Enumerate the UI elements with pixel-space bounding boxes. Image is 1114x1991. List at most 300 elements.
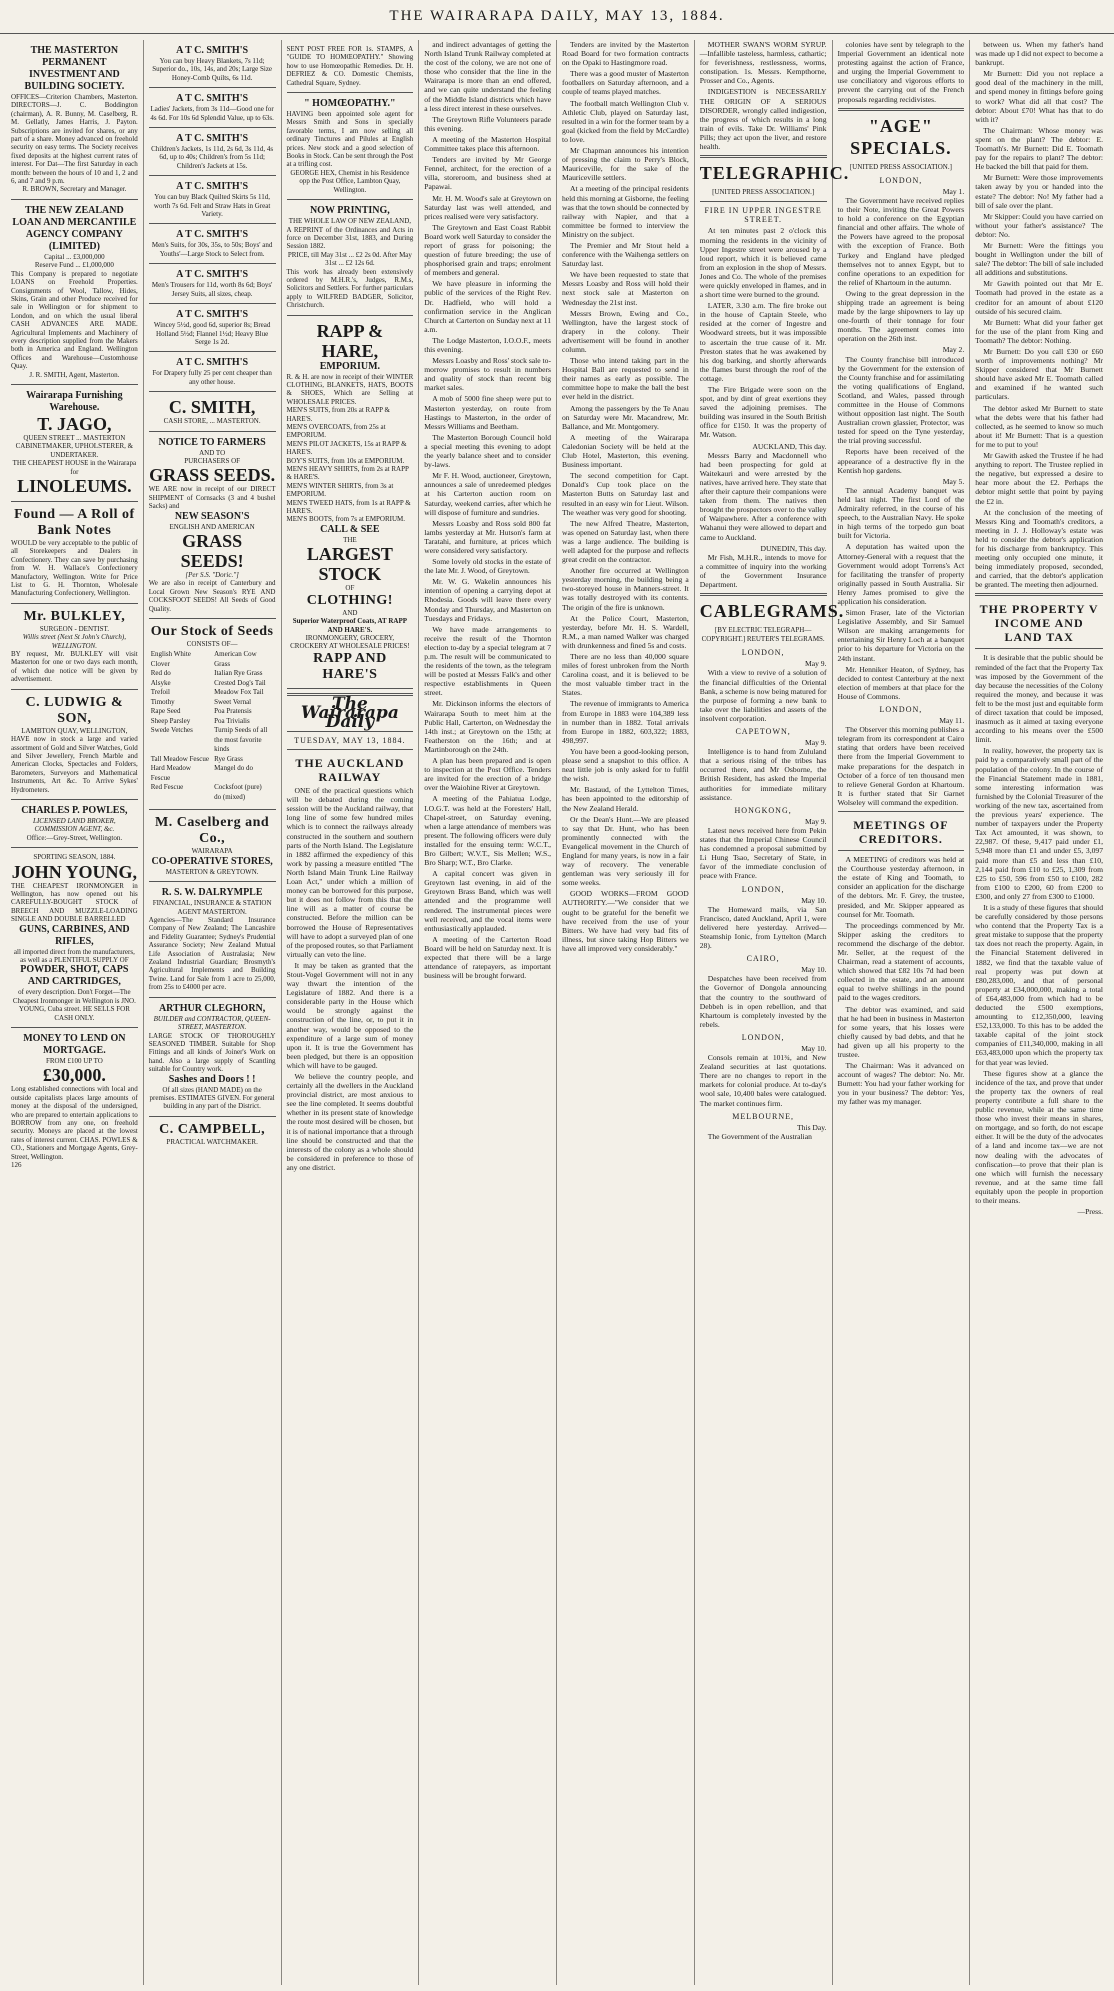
article-paragraph: We believe the country people, and certainly all the dwellers in the Auckland provincial district, are most anxious to see the line completed. It seems doubtful whether in its present state of knowledge the route most desired will be chosen, but it is of national importance that a through line should be constructed and that the interests of the colony as a whole should be considered in preference to those of any one district.: [286, 1072, 414, 1172]
news-paragraph: Among the passengers by the Te Anau on Saturday were Mr. Macandrew, Mr. Ballance, and Mr. Montgomery.: [562, 403, 689, 431]
column-4: [419, 40, 557, 1985]
ad-body: HAVE now in stock a large and varied assortment of Gold and Silver Watches, Gold and Silver Jewellery, French Marble and American Clocks, Spectacles and Folders, Barometers, Surveyors and Mathematical Instruments, Art &c. To Arrive Sykes' Hydrometers.: [11, 735, 138, 794]
ad-money-to-lend: [11, 1028, 138, 1174]
article-paragraph: A deputation has waited upon the Attorney-General with a request that the Government would adopt Torrens's Act for facilitating the transfer of property originally passed in South Australia. Sir Henry James promised to give the application his consideration.: [837, 542, 965, 606]
ad-powles: [11, 800, 138, 848]
divider: [700, 155, 827, 158]
ad-and: AND: [342, 608, 358, 617]
ad-sign: J. R. SMITH, Agent, Masterton.: [29, 370, 120, 379]
ad-tail: We are also in receipt of Canterbury and Local Grown New Season's RYE AND COCKSFOOT SEEDS! All Seeds of Good Quality.: [148, 579, 276, 613]
ad-tail: Of all sizes (HAND MADE) on the premises. ESTIMATES GIVEN. For general building in any part of the District.: [149, 1085, 275, 1111]
article-paragraph: colonies have sent by telegraph to the Imperial Government an identical note protesting against the action of France, and urging the Imperial Government to use conciliatory and vigorous efforts to prevent the carrying out of the French proposals regarding recidivistes.: [837, 40, 965, 104]
dateline-place: LONDON,: [741, 884, 785, 894]
ad-notice-farmers: [149, 432, 276, 619]
seed-item: Trefoil: [150, 688, 170, 697]
ad-amount: £30,000.: [42, 1065, 106, 1086]
publication-title: The Wairarapa Daily: [300, 693, 399, 732]
article-paragraph: With a view to revive of a solution of the financial difficulties of the Oriental Bank, a scheme is now being matured for the purpose of forming a new bank to take over the liabilities and assets of the insolvent corporation.: [699, 668, 827, 723]
ad-body: THE CHEAPEST IRONMONGER in Wellington, has now opened out his CAREFULLY-BOUGHT STOCK of BREECH AND MUZZLE-LOADING SINGLE AND DOUBLE BARRELLED: [11, 881, 138, 924]
dateline: AUCKLAND, This day.: [752, 441, 827, 451]
article-paragraph: The Observer this morning publishes a telegram from its correspondent at Cairo stating that orders have been received there from the Imperial Government to make preparations for the despatch in October of a force of ten thousand men to relieve General Gordon at Khartoum. It is further stated that Sir Garnet Wolseley will command the expedition.: [837, 725, 965, 807]
news-paragraph: A meeting of the Masterton Hospital Committee takes place this afternoon.: [424, 134, 551, 154]
divider: [700, 593, 827, 596]
ad-body: WE ARE now in receipt of our DIRECT SHIPMENT of Cornsacks (3 and 4 bushel Sacks) and: [148, 485, 276, 511]
ad-sub: LICENSED LAND BROKER, COMMISSION AGENT, &c.: [33, 816, 116, 834]
article-paragraph: Simon Fraser, late of the Victorian Legislative Assembly, and Sir Samuel Wilson are making arrangements for entertaining Sir Henry Loch at a banquet prior to his departure for Victoria on the 24th instant.: [837, 608, 965, 663]
news-paragraph: Mr. W. G. Wakelin announces his intention of opening a carrying depot at Rhodesia. Goods will leave there every Monday and Thursday, and Masterton on Tuesdays and Fridays.: [424, 577, 551, 623]
article-paragraph: The Chairman: Whose money was spent on the plant? The debtor: E. Toomath's. Mr Burnett: Did E. Toomath pay for the repairs to plant? The debtor: He backed the bill that paid for them.: [975, 125, 1103, 172]
ad-item-list: [287, 406, 414, 524]
ad-head: A T C. SMITH'S: [176, 309, 249, 321]
page-number: 126: [11, 1161, 22, 1170]
seed-item: Sweet Vernal: [214, 697, 252, 706]
ad-dalrymple: [149, 882, 276, 997]
ad-bulkley: [11, 604, 138, 690]
seed-item: Alsyke: [150, 678, 171, 687]
ad-body: You can buy Black Quilted Skirts 5s 11d, worth 7s 6d. Felt and Straw Hats in Great Variety.: [153, 193, 271, 219]
divider: [838, 811, 965, 812]
section-subtitle: [BY ELECTRIC TELEGRAPH—COPYRIGHT.] REUTER'S TELEGRAMS.: [701, 626, 825, 644]
ad-range: FROM £100 UP TO: [45, 1057, 103, 1066]
column-8: [970, 40, 1108, 1985]
ad-title: Found — A Roll of Bank Notes: [14, 507, 135, 538]
seed-item: Turnip Seeds of all the most favorite kinds: [214, 726, 268, 754]
ad-sub: EMPORIUM.: [319, 360, 381, 372]
dateline-place: LONDON,: [879, 175, 923, 185]
ad-item: BOY'S SUITS, from 10s at EMPORIUM.: [286, 456, 405, 465]
ad-title: Wairarapa Furnishing Warehouse.: [26, 389, 123, 413]
dateline-date: May 10.: [801, 965, 827, 975]
ad-title: SPORTING SEASON, 1884.: [33, 853, 116, 862]
seed-item: [151, 793, 210, 803]
seed-item: Meadow Fox Tail: [214, 688, 264, 697]
article-paragraph: In reality, however, the property tax is paid by a comparatively small part of the population of the colony. In the course of the Financial Statement made in 1881, some interesting information was furnished by the Colonial Treasurer of the working of the new tax, ascertained from the previous years' experience. The number of taxpayers under the Property Tax Act amounted, it was shown, to 22,987. Of these, 9,417 paid under £1, 5,948 more than £1 and under £5, 3,097 paid more than £5 and less than £10, 2,144 paid from £10 to £25, 1,309 from £25 to £50, 596 from £50 to £100, 282 from £100 to £200, 60 from £200 to £300, and only 27 from £300 to £1000.: [975, 746, 1103, 901]
ad-body: Willis street (Next St John's Church), WELLINGTON.: [22, 633, 126, 650]
section-title: TELEGRAPHIC.: [699, 163, 850, 184]
ad-smith-footer: [149, 392, 276, 431]
article-paragraph: Latest news received here from Pekin states that the Imperial Chinese Council has condemned a proposal submitted by Li Hung Tsao, Secretary of State, in favor of the immediate conclusion of peace with France.: [699, 825, 827, 881]
ad-ship: [Per S.S. "Doric."]: [185, 570, 239, 579]
news-paragraph: A capital concert was given in Greytown last evening, in aid of the Greytown Brass Band, which was well attended and the programme well rendered. The instrumental pieces were well received, and the vocal items were enthusiastically applauded.: [424, 869, 551, 933]
ad-capital: Capital ... £3,000,000: [44, 252, 105, 261]
ad-bank-notes: [11, 502, 138, 604]
article-title-text: THE PROPERTY V INCOME AND LAND TAX: [979, 602, 1099, 645]
dateline-date: May 9.: [804, 659, 827, 669]
ad-product: GRASS SEEDS.: [149, 465, 276, 486]
news-paragraph: Tenders are invited by the Masterton Road Board for two formation contracts on the Opaki to Hastingmore road.: [562, 40, 689, 68]
ad-smith-3: [149, 128, 276, 176]
ad-and: AND TO: [199, 448, 226, 457]
ad-extra: all imported direct from the manufacturers, as well as a PLENTIFUL SUPPLY OF: [13, 947, 135, 964]
masthead: [0, 0, 1114, 34]
dateline-place: CAPETOWN,: [735, 727, 791, 736]
news-paragraph: A meeting of the Pahiatua Lodge, I.O.G.T. was held at the Foresters' Hall, Chapel-street, on Saturday evening, when a large attendance of members was present. The following officers were duly installed for the ensuing term: W.C.T., Bro Gilbert; W.V.T., Sis Mellen; W.S., Bro Sharp; W.T., Bro Clarke.: [424, 794, 551, 868]
article-paragraph: Owing to the great depression in the shipping trade an agreement is being made by the large shipowners to lay up one-fourth of their tonnage for four months. The agreement comes into operation on the 26th inst.: [837, 288, 965, 344]
news-paragraph: The new Alfred Theatre, Masterton, was opened on Saturday last, when there was a large audience. The building is well adapted for the purpose and reflects great credit on the contractor.: [562, 518, 689, 565]
news-paragraph: Some lovely old stocks in the estate of the late Mr. J. Wood, of Greytown.: [424, 557, 551, 576]
news-paragraph: The Greytown and East Coast Rabbit Board work well Saturday to consider the report of grass for poisoning; the question of future breeding; the use of phosphorised grain and traps; enrolment of members and general.: [424, 222, 551, 278]
ad-building-society: [11, 40, 138, 200]
seed-item: Timothy: [150, 697, 175, 706]
ad-sub: FINANCIAL, INSURANCE & STATION AGENT MASTERTON.: [152, 899, 272, 916]
dateline-date: May 10.: [801, 1044, 827, 1053]
ad-body: Long established connections with local and outside capitalists places large amounts of money at the disposal of the undersigned, who are prepared to entertain applications to BORROW from any one, on freehold security. Moneys are placed at the lowest rates of interest current. CHAS. POWLES & CO., Stationers and Mortgage Agents, Grey-Street, Wellington.: [11, 1085, 138, 1161]
seed-item: Swede Vetches: [150, 726, 193, 735]
news-paragraph: The second competition for Capt. Donald's Cup took place on the Masterton Butts on Saturday last and resulted in an easy win for Lieut. Wilson. The weather was very good for shooting.: [562, 471, 689, 517]
news-paragraph: Tenders are invited by Mr George Fennel, architect, for the erection of a villa, storeroom, and business shed at Papawai.: [424, 155, 551, 192]
seed-item: Sheep Parsley: [150, 716, 191, 725]
seed-item: Rape Seed: [150, 707, 181, 716]
news-paragraph: The revenue of immigrants to America from Europe in 1883 were 104,389 less in number than in 1882. Total arrivals from Europe in 1882, 603,322; 1883, 498,997.: [562, 699, 689, 745]
newspaper-title: THE WAIRARAPA DAILY, MAY 13, 1884.: [389, 8, 725, 24]
divider: [838, 850, 965, 851]
article-paragraph: Mr Burnett: What did your father get for the use of the plant from King and Toomath? The debtor: Nothing.: [975, 317, 1103, 345]
ad-price: PRICE, till May 31st ... £2 2s 0d. After May 31st ... £2 12s 6d.: [287, 250, 412, 268]
article-paragraph: It may be taken as granted that the Stout-Vogel Government will not in any way thwart the intention of the Legislature of 1882. And there is a considerable party in the House which would be strongly against the construction of the line, or, to put it in another way, would be opposed to the expenditure of a large sum of money upon it. It is true the Government has been pledged, but there is an opposition which will have to be gauged.: [286, 960, 414, 1070]
ad-english: ENGLISH AND AMERICAN: [169, 522, 255, 531]
article-paragraph: These figures show at a glance the incidence of the tax, and prove that under the property tax the owners of real property contribute a full share to the public revenue, while at the same time those who invest their means in shares, on mortgage, and so forth, do not escape either. It will be the duty of the advocates of a land and income tax—we are not now dealing with the advocates of confiscation—to prove that their plan is one which will furnish the necessary revenue, and at the same time fall equitably upon the people in proportion to their means.: [975, 1068, 1103, 1205]
ad-note: BY request, Mr. BULKLEY will visit Masterton for one or two days each month, of which due notice will be given by advertisement.: [11, 650, 138, 684]
article-paragraph: Mr Gawith pointed out that Mr E. Toomath had proved in the estate as a creditor for an amount of about £120 outside of his secured claim.: [975, 279, 1103, 316]
ad-title: CHARLES P. POWLES,: [21, 804, 128, 816]
article-paragraph: At ten minutes past 2 o'clock this morning the residents in the vicinity of Upper Ingestre street were aroused by a loud report, which it is believed came from an explosion in the shop of Messrs. Jones and Co. The whole of the premises were quickly enveloped in flames, and in a short time were burned to the ground.: [699, 226, 827, 300]
article-paragraph: The Chairman: Was it advanced on account of wages? The debtor: No. Mr. Burnett: You had your father working for you in your business? The debtor: Yes, my father was my manager.: [837, 1061, 965, 1107]
news-paragraph: Those who intend taking part in the Hospital Ball are requested to send in their names as early as possible. The committee hope to make the ball the best ever held in the district.: [562, 356, 689, 402]
news-paragraph: Mr F. H. Wood, auctioneer, Greytown, announces a sale of unredeemed pledges at his Carterton auction room on Saturday, weekend carries, after which he will dispose of furniture and sundries.: [424, 471, 551, 517]
news-paragraph: Mr. H. M. Wood's sale at Greytown on Saturday last was well attended, and prices realised were very satisfactory.: [424, 193, 551, 221]
news-paragraph: and indirect advantages of getting the North Island Trunk Railway completed at the cost of the colony, we are not one of those who consider that the line in the Wairarapa is more than an end offered, and we can quite understand the feeling of the Middle Island districts which have a less direct interest in these ourselves.: [424, 40, 551, 113]
ad-title: MONEY TO LEND ON MORTGAGE.: [23, 1033, 126, 1057]
article-title: FIRE IN UPPER INGESTRE STREET.: [704, 206, 822, 225]
ad-ludwig: [11, 690, 138, 800]
article-paragraph: LATER, 3.30 a.m. The fire broke out in the house of Captain Steele, who resided at the corner of Ingestre and Woodward streets, but it was impossible to ascertain the true cause of it. Mr. Preston states that he was awakened by his dog barking, and shortly afterwards the flames burst through the roof of the cottage.: [699, 301, 827, 383]
dateline-date: May 1.: [942, 186, 965, 196]
article-paragraph: Consols remain at 101¾, and New Zealand securities at last quotations. There are no changes to report in the markets for colonial produce. At to-day's wool sale, 10,400 bales were catalogued. The market continues firm.: [699, 1053, 827, 1108]
news-paragraph: Mr Chapman announces his intention of pressing the claim to Perry's Block, Mauriceville, for the sake of the Mauriceville settlers.: [562, 146, 689, 183]
ad-item: MEN'S SUITS, from 20s at RAPP & HARE'S.: [286, 406, 390, 423]
ad-homeopathy: [287, 93, 414, 200]
ad-homeopathy-guide: [287, 40, 414, 93]
news-paragraph: You have been a good-looking person, please send a snapshot to this office. A neat little job is only asked for to fulfil the wish.: [562, 746, 689, 784]
column-5: [557, 40, 695, 1985]
seed-item: English White Clover: [150, 650, 191, 668]
article-paragraph: Intelligence is to hand from Zululand that a serious rising of the tribes has occurred there, and Mr Osborne, the British Resident, has asked the Imperial authorities for immediate military assistance.: [699, 747, 827, 802]
ad-body: WOULD be very acceptable to the public of all Storekeepers and Dealers in Confectionery. They can save by purchasing from W. H. Wallace's Confectionery Manufactory, Wellington. Write for Price List to G. H. Thornton, Wholesale Manufacturing Confectionery, Wellington.: [11, 539, 138, 598]
news-paragraph: We have been requested to state that Messrs Loasby and Ross will hold their next stock sale at Masterton on Wednesday the 21st inst.: [562, 270, 689, 307]
seed-item: Poa Pratensis: [214, 707, 252, 716]
article-paragraph: The County franchise bill introduced by the Government for the extension of the County franchise and for assimilating the voting qualifications of England, Scotland, and Wales, passed through committee in the House of Commons without opposition last night. The South Australian crown glassier, Protector, was tested for speed on the Tyne yesterday, the trial proving successful.: [837, 354, 965, 446]
section-subtitle: [UNITED PRESS ASSOCIATION.]: [849, 162, 952, 171]
ad-purchasers: PURCHASERS OF: [184, 456, 241, 465]
article-paragraph: The debtor asked Mr Burnett to state what the debts were that his father had collected, as he seemed to know so much about it! Mr Burnett: That is a question for me to put to you!: [975, 403, 1103, 449]
ad-product: Sashes and Doors ! !: [168, 1073, 256, 1085]
ad-ammo: POWDER, SHOT, CAPS AND CARTRIDGES,: [20, 964, 129, 988]
dateline-date: May 2.: [942, 345, 965, 355]
dateline-date: May 10.: [801, 895, 827, 905]
article-paragraph: The Government of the Australian: [707, 1131, 812, 1141]
ad-stock: LARGEST STOCK: [306, 544, 393, 585]
publication-date: TUESDAY, MAY 13, 1884.: [294, 736, 406, 745]
ad-body: OFFICES—Criterion Chambers, Masterton. DIRECTORS—J. C. Boddington (chairman), A. R. Bunny, M. Caselberg, R. M. Gellatly, James Harris, J. Payton. Subscriptions are invited for shares, or any part of a share. Money advanced on freehold security on easy terms. The Society receives fixed deposits at the highest current rates of interest. For Dat—The first Saturday in each month: between the hours of 10 and 1, 2 and 6, and 7 and 9 p.m.: [11, 93, 138, 186]
ad-name: CO-OPERATIVE STORES,: [151, 855, 273, 867]
news-paragraph: There was a good muster of Masterton footballers on Saturday afternoon, and a couple of teams played matches.: [562, 69, 689, 97]
ad-title: C. LUDWIG & SON,: [25, 694, 124, 726]
dateline-date: May 9.: [804, 816, 827, 826]
ad-smith-1: [149, 40, 276, 88]
dateline-date: May 9.: [804, 738, 827, 748]
ad-stock-seeds: [149, 619, 276, 810]
ad-head: A T C. SMITH'S: [176, 93, 249, 105]
news-paragraph: A meeting of the Carterton Road Board will be held on Saturday next. It is expected that there will be a large attendance of ratepayers, as important business will be brought forward.: [424, 934, 551, 981]
ad-loan-agency: [11, 200, 138, 385]
seed-item: American Cow Grass: [214, 650, 257, 668]
ad-title: THE NEW ZEALAND LOAN AND MERCANTILE AGENCY COMPANY (LIMITED): [12, 204, 137, 252]
article-paragraph: Mr Burnett: Were those improvements taken away by you or handed into the estate? The debtor: No! My father had a bill of sale over the plant.: [975, 173, 1103, 210]
ad-head: A T C. SMITH'S: [176, 181, 249, 193]
news-paragraph: Or the Dean's Hunt.—We are pleased to say that Dr. Hunt, who has been prominently connected with the Evangelical movement in the Church of England for many years, is now in a fair way of recovery. The venerable gentleman was very seriously ill for some weeks.: [562, 814, 689, 888]
ad-sub: THE WHOLE LAW OF NEW ZEALAND,: [288, 217, 412, 226]
news-paragraph: A plan has been prepared and is open to inspection at the Post Office. Tenders are invited for the erection of a bridge over the Waiohine River at Greytown.: [424, 756, 551, 793]
seed-list: [149, 648, 276, 804]
ad-tail: of every description. Don't Forget—The Cheapest Ironmonger in Wellington is JNO. YOUNG, Cuba street. HE SELLS FOR CASH ONLY.: [12, 988, 136, 1022]
ad-title: THE MASTERTON PERMANENT INVESTMENT AND BUILDING SOCIETY.: [24, 45, 125, 92]
article-paragraph: Mr Burnett: Did you not replace a good deal of the machinery in the mill, and spend money in fittings before going to work? What did all that cost? The debtor: About £70! What has that to do with it?: [975, 69, 1103, 124]
ad-body: Men's Suits, for 30s, 35s, to 50s; Boys' and Youths'—Large Stock to Select from.: [151, 241, 273, 258]
article-title: [975, 602, 1103, 644]
news-paragraph: We have pleasure in informing the public of the services of the Right Rev. Dr. Hadfield, who will hold a confirmation service in the Anglican Church at Carterton on Sunday next at 11 a.m.: [424, 279, 551, 334]
dateline-date: May 5.: [942, 476, 965, 486]
article-paragraph: A MEETING of creditors was held at the Courthouse yesterday afternoon, in the estate of King and Toomath, to consider an application for the discharge of the debtors. Mr. F. Grey, the trustee, presided, and Mr. Skipper appeared as counsel for Mr. Toomath.: [837, 855, 965, 919]
ad-the: THE: [343, 535, 357, 544]
news-paragraph: Messrs Loasby and Ross' stock sale to-morrow promises to result in numbers and quality of stock than recent big market sales.: [424, 356, 551, 393]
column-3: [282, 40, 420, 1985]
ad-body: LARGE STOCK OF THOROUGHLY SEASONED TIMBER. Suitable for Shop Fittings and all kinds of Joiner's Work on hand. Also a large supply of Scantling suitable for Country work.: [148, 1031, 276, 1074]
ad-john-young: [11, 848, 138, 1028]
dateline-place: CAIRO,: [746, 954, 780, 964]
divider: [975, 648, 1103, 649]
news-paragraph: MOTHER SWAN'S WORM SYRUP.—Infallible tasteless, harmless, cathartic; for feverishness, restlessness, worms, constipation. 1s. Messrs. Kempthorne, Prosser and Co., Agents.: [699, 40, 827, 86]
article-paragraph: Mr Skipper: Could you have carried on without your father's assistance? The debtor: No.: [975, 211, 1103, 239]
article-paragraph: The Government have received replies to their Note, inviting the Great Powers to hold a conference on the Egyptian financial and other affairs. The whole of the Powers have agreed to the proposal with the exception of France. Both Turkey and England have pledged themselves not to annex Egypt, but to confine operations to an expedition for the relief of Khartoum in the autumn.: [837, 195, 965, 287]
news-paragraph: INDIGESTION is NECESSARILY THE ORIGIN OF A SERIOUS DISORDER, wrongly called indigestion, the progress of which results in a long train of evils. Take Dr. Williams' Pink Pills; they act upon the liver, and restore health.: [699, 87, 827, 152]
divider: [287, 749, 414, 750]
ad-addr: Office:—Grey-Street, Wellington.: [26, 833, 123, 842]
dateline-place: LONDON,: [879, 705, 923, 714]
ad-head: A T C. SMITH'S: [176, 133, 249, 145]
news-paragraph: The Masterton Borough Council hold a special meeting this evening to adopt the yearly balance sheet and to consider by-laws.: [424, 432, 551, 470]
divider: [700, 201, 827, 202]
ad-cleghorn: [149, 998, 276, 1117]
ad-jago: [11, 385, 138, 502]
seed-item: Poa Trivialis: [214, 716, 250, 725]
news-paragraph: The Lodge Masterton, I.O.O.F., meets this evening.: [424, 335, 551, 354]
ad-sign: R. BROWN, Secretary and Manager.: [22, 185, 127, 194]
news-paragraph: The Premier and Mr Stout held a conference with the Waihenga settlers on Saturday last.: [562, 240, 689, 269]
ad-item: MEN'S WINTER SHIRTS, from 3s at EMPORIUM.: [286, 481, 394, 499]
article-sign: —Press.: [1077, 1207, 1103, 1217]
ad-smith-7: [149, 304, 276, 352]
ad-item: MEN'S PILOT JACKETS, 15s at RAPP & HARE'S.: [286, 439, 407, 457]
ad-head: A T C. SMITH'S: [176, 45, 249, 56]
ad-rapp-hare: [287, 316, 414, 689]
ad-smith-8: [149, 352, 276, 392]
dateline-place: MELBOURNE,: [732, 1111, 795, 1121]
ad-title: ARTHUR CLEGHORN,: [158, 1002, 266, 1014]
article-paragraph: It is a study of these figures that should be carefully considered by those persons who contend that the Property Tax is a great mistake to suppose that the property tax does not reach the property. Again, in the Financial Statement delivered in 1882, we find that the taxable value of real property was put down at £80,283,000, and that of personal property at £34,000,000, making a total of £64,483,000 from which had to be deducted the £500 exemptions, amounting to £12,350,000, leaving £52,133,000. To this has to be added the taxable capital of the joint stock companies of £11,340,000, making in all £63,483,000 upon which the property tax for that year was levied.: [975, 902, 1103, 1067]
article-title: MEETINGS OF CREDITORS.: [853, 818, 949, 847]
column-7: [833, 40, 971, 1985]
seed-item: Tall Meadow Fescue: [150, 754, 209, 763]
ad-addr: CASH STORE, ... MASTERTON.: [163, 417, 261, 426]
divider: [838, 108, 965, 111]
seed-item: Rye Grass: [214, 754, 243, 763]
ad-head: A T C. SMITH'S: [176, 357, 249, 369]
article-paragraph: Mr. Henniker Heaton, of Sydney, has decided to contest Canterbury at the next election of members at that place for the House of Commons.: [837, 664, 965, 701]
ad-body: HAVING been appointed sole agent for Messrs Smith and Sons in specially favorable terms, I am now selling all ordinary Tinctures and Pilules at English prices. New stock and a good selection of Books in Stock. Can be sent through the Post at a trifling cost.: [286, 110, 414, 169]
ad-body: Wincey 5½d, good 6d, superior 8s; Bread Holland 5½d; Flannel 1½d; Heavy Blue Serge 1s 2d.: [153, 321, 271, 346]
dateline-date: May 11.: [939, 716, 965, 726]
news-paragraph: The football match Wellington Club v. Athletic Club, played on Saturday last, resulted in a win for the former team by a goal (kicked from the field by McCardle) to love.: [562, 98, 689, 144]
ad-clothing: CLOTHING!: [306, 592, 393, 608]
ad-tagline: THE CHEAPEST HOUSE in the Wairarapa for: [12, 459, 137, 476]
ad-body: R. & H. are now in receipt of their WINTER CLOTHING, BLANKETS, HATS, BOOTS & SHOES, Which are Selling at WHOLESALE PRICES.: [286, 372, 414, 406]
ad-smith-6: [149, 264, 276, 304]
ad-sub: WAIRARAPA: [191, 847, 233, 856]
ad-footer: RAPP AND HARE'S: [313, 650, 387, 682]
article-paragraph: Despatches have been received from the Governor of Dongola announcing that the country to the southward of Debbeh is in open rebellion, and that Khartoum is completely invested by the rebels.: [699, 974, 827, 1029]
ad-title: NOTICE TO FARMERS: [158, 436, 266, 448]
article-title: THE AUCKLAND RAILWAY: [295, 756, 405, 785]
seed-item: Crested Dog's Tail: [214, 678, 266, 687]
ad-title: Our Stock of Seeds: [150, 624, 274, 639]
ad-campbell: [149, 1117, 276, 1151]
divider: [975, 593, 1103, 596]
ad-name: C. SMITH,: [168, 397, 256, 418]
news-paragraph: At the Police Court, Masterton, yesterday, before Mr. H. S. Wardell, R.M., a man named Walker was charged with drunkenness and fined 5s and costs.: [562, 613, 689, 650]
ad-title: M. Caselberg and Co.,: [155, 815, 270, 847]
ad-body: You can buy Heavy Blankets, 7s 11d; Superior do., 10s, 14s, and 20s; Large Size Honey-Comb Quilts, 6s 11d.: [152, 57, 273, 82]
ad-sign: GEORGE HEX, Chemist in his Residence opp the Post Office, Lambton Quay, Wellington.: [290, 168, 410, 194]
ad-body: Men's Trousers for 11d, worth 8s 6d; Boys' Jersey Suits, all sizes, cheap.: [151, 281, 273, 298]
ad-title: Mr. BULKLEY,: [23, 608, 126, 624]
seed-item: Red do: [150, 669, 171, 678]
section-title: CABLEGRAMS.: [699, 601, 845, 622]
ad-addr: MASTERTON & GREYTOWN.: [165, 867, 259, 876]
article-paragraph: ONE of the practical questions which will be debated during the coming session will be the Auckland railway, that long line of some few hundred miles which is to connect the railways already constructed in the southern and southern parts of the North Island. The Legislature in 1882 affirmed the expediency of this work by passing a measure entitled "The North Island Main Trunk Line Railway Loan Act," under which a million of money can be borrowed for this purpose, but it does not follow from this that the line will as a matter of course be constructed. Before the million can be borrowed the House of Representatives will have to adopt a surveyed plan of one of the proposed routes, so that Parliament virtually can veto the line.: [286, 786, 414, 959]
news-paragraph: The Greytown Rifle Volunteers parade this evening.: [424, 114, 551, 133]
news-paragraph: Another fire occurred at Wellington yesterday morning, the building being a two-storeyed house in Manners-street. It was totally destroyed with its contents. The origin of the fire is unknown.: [562, 566, 689, 612]
article-paragraph: Messrs Barry and Macdonnell who had been prospecting for gold at Waitekauri and were arrested by the natives, have arrived here. They state that after their capture their companions were taken from them. The natives then brought the prospectors over to the valley of Waipawhere. After a conference with Wahanui they were allowed to depart and came to Auckland.: [699, 450, 827, 542]
seed-item: do (mixed): [214, 792, 246, 801]
ad-caselberg: [149, 810, 276, 882]
ad-title: RAPP & HARE,: [316, 320, 384, 361]
article-paragraph: The debtor was examined, and said that he had been in business in Masterton for some years, that his losses were chiefly caused by bad debts, and that he had given up all his property to the trustee.: [837, 1004, 965, 1059]
section-subtitle: [UNITED PRESS ASSOCIATION.]: [712, 188, 815, 197]
article-paragraph: Mr Burnett: Do you call £30 or £60 worth of improvements nothing? Mr Skipper considered that Mr Burnett should have asked Mr E. Toomath called and examined if he wanted such particulars.: [975, 347, 1103, 402]
ad-body: Children's Jackets, 1s 11d, 2s 6d, 3s 11d, 4s 6d, up to 40s; Children's from 5s 11d; Children's Jackets at 15s.: [151, 145, 274, 170]
ad-sub: CONSISTS OF—: [186, 640, 238, 648]
ad-addr: LAMBTON QUAY, WELLINGTON,: [21, 726, 128, 735]
seed-item: Hard Meadow Fescue: [150, 764, 191, 782]
news-paragraph: Messrs Brown, Ewing and Co., Wellington, have the largest stock of drapery in the colony. Their advertisement will be found in another column.: [562, 308, 689, 354]
seed-item: Red Fescue: [150, 783, 184, 792]
ad-body: Ladies' Jackets, from 3s 11d—Good one for 4s 6d. For 10s 6d Splendid Value, up to 63s.: [150, 105, 274, 122]
ad-trades: CABINETMAKER, UPHOLSTERER, & UNDERTAKER.: [15, 442, 134, 459]
article-paragraph: Mr Burnett: Were the fittings you bought in Wellington under the bill of sale? The debtor: The bill of sale included all additions and substitutions.: [975, 240, 1103, 278]
ad-item: MEN'S HEAVY SHIRTS, from 2s at RAPP & HARE'S.: [286, 465, 409, 482]
ad-sub: BUILDER and CONTRACTOR, QUEEN-STREET, MASTERTON.: [153, 1014, 271, 1032]
article-paragraph: At the conclusion of the meeting of Messrs King and Toomath's creditors, a meeting in J. J. Holloway's estate was held to consider the debtor's application for his discharge from bankruptcy. This meeting only occupied one minute, it being immediately proposed, seconded, and carried, that the debtor's application be granted. The meeting then adjourned.: [975, 507, 1103, 590]
seed-item: Cocksfoot (pure): [214, 783, 262, 792]
ad-iron: IRONMONGERY, GROCERY, CROCKERY AT WHOLESALE PRICES!: [290, 633, 410, 651]
article-paragraph: The Homeward mails, via San Francisco, dated Auckland, April 1, were delivered here yesterday. Arrived—Steamship Ionic, from Lyttelton (March 28).: [699, 904, 827, 951]
ad-sub: PRACTICAL WATCHMAKER.: [166, 1137, 258, 1146]
ad-smith-4: [149, 176, 276, 224]
ad-body: This Company is prepared to negotiate LOANS on Freehold Properties. Consignments of Wool, Tallow, Hides, Skins, Grain and other Produce received for sale in Wellington or for shipment to London, and on which the usual liberal CASH ADVANCES ARE MADE. Agricultural Implements and Machinery of every description supplied from the Makers both in America and England. Wellington Offices and Warehouse—Customhouse Quay.: [11, 269, 138, 371]
ad-smith-2: [149, 88, 276, 128]
news-paragraph: At a meeting of the principal residents held this morning at Gisborne, the feeling was that the town should be connected by railway with Napier, and that a committee be formed to interview the Ministry on the subject.: [562, 184, 689, 239]
ad-title: R. S. W. DALRYMPLE: [161, 887, 263, 899]
ad-title: NOW PRINTING,: [309, 205, 390, 217]
news-paragraph: Messrs Loasby and Ross sold 800 fat lambs yesterday at Mr. Hutson's farm at Taratahi, and furniture, at prices which were considered very satisfactory.: [424, 518, 551, 555]
ad-title: C. CAMPBELL,: [159, 1121, 266, 1137]
ad-name: JOHN YOUNG,: [11, 861, 138, 882]
ad-head: A T C. SMITH'S: [176, 229, 249, 241]
column-6: [695, 40, 850, 1985]
ad-now-printing: [287, 200, 414, 315]
ad-of: OF: [345, 584, 355, 593]
article-paragraph: The annual Academy banquet was held last night. The first Lord of the Admiralty referred, in the course of his speech, to the Australian Navy. He spoke in high terms of the torpedo gun boat built for Victoria.: [837, 485, 965, 541]
ad-smith-5: [149, 224, 276, 264]
ad-grass: GRASS SEEDS!: [180, 530, 244, 571]
dateline-place: HONGKONG,: [734, 805, 792, 815]
dateline-place: LONDON,: [741, 648, 785, 658]
news-paragraph: Mr. Bastaud, of the Lyttelton Times, has been appointed to the editorship of the New Zealand Herald.: [562, 785, 689, 813]
ad-body: A REPRINT of the Ordinances and Acts in force on December 31st, 1883, and During Session 1882.: [286, 225, 414, 251]
article-paragraph: It is desirable that the public should be reminded of the fact that the Property Tax was imposed by the Government of the day because the necessities of the Colony required the money, and because it was felt to be the most just and equitable form of direct taxation that could be imposed, inasmuch as it aimed at taxing everyone according to his means over the £500 limit.: [975, 653, 1103, 745]
column-1: [6, 40, 144, 1985]
ad-body: SENT POST FREE FOR 1s. STAMPS, A "GUIDE TO HOMŒOPATHY." Showing how to use Homœopathic Remedies. Dr. H. DEFRIEZ & CO. Domestic Chemists, Cathedral Square, Sydney.: [286, 45, 414, 87]
news-paragraph: Mr. Dickinson informs the electors of Wairarapa South to meet him at the Public Hall, Carterton, on Wednesday the 14th inst.; at Greytown on the 15th; at Featherston on the 16th; and at Martinborough on the 24th.: [424, 699, 551, 754]
ad-reserve: Reserve Fund ... £1,000,000: [34, 261, 114, 270]
page-columns: [6, 40, 1108, 1985]
article-paragraph: The Fire Brigade were soon on the spot, and by dint of great exertions they saved the adjoining premises. The building was insured in the South British office for £150. It was the property of Mr. Watson.: [699, 385, 827, 440]
dateline-date: This Day.: [797, 1122, 827, 1132]
ad-call: CALL & SEE: [320, 523, 380, 535]
ad-addr: QUEEN STREET ... MASTERTON: [23, 433, 126, 442]
news-paragraph: There are no less than 40,000 square miles of forest unbroken from the North Carolina coast, and it is believed to be the most valuable timber tract in the States.: [562, 652, 689, 698]
ad-product: LINOLEUMS.: [17, 476, 132, 496]
ad-title: " HOMŒOPATHY.": [304, 98, 396, 110]
article-paragraph: Reports have been received of the appearance of a destructive fly in the Kentish hop gardens.: [837, 447, 965, 475]
article-paragraph: Mr Fish, M.H.R., intends to move for a committee of inquiry into the working of the Government Insurance Department.: [699, 552, 827, 589]
article-paragraph: The proceedings commenced by Mr. Skipper asking the creditors to recommend the discharge of the debtor. Mr. Seller, at the request of the Chairman, read a statement of accounts, which showed that £82 10s 7d had been collected in the estate, and an amount equal to twelve shillings in the pound paid to the wages creditors.: [837, 920, 965, 1003]
article-paragraph: between us. When my father's hand was made up I did not expect to become a bankrupt.: [975, 40, 1103, 68]
ad-body: For Drapery fully 25 per cent cheaper than any other house.: [152, 369, 272, 386]
seed-item: Italian Rye Grass: [214, 669, 263, 678]
news-paragraph: A meeting of the Wairarapa Caledonian Society will be held at the Club Hotel, Masterton, this evening. Business important.: [562, 432, 689, 470]
ad-body: Agencies—The Standard Insurance Company of New Zealand; The Lancashire and Fidelity Guarantee; Sydney's Prudential Assurance Society; New Zealand Mutual Life Association of Australasia; New Zealand Industrial Guardian; Brosmyth's Agricultural Implements and Building Twine. Land for Sale from 1 acre to 25,000, from 25s to £4000 per acre.: [148, 916, 276, 992]
ad-sub: SURGEON - DENTIST.: [39, 624, 110, 633]
ad-products: GUNS, CARBINES, AND RIFLES,: [19, 923, 130, 947]
ad-head: A T C. SMITH'S: [176, 269, 249, 281]
dateline-place: LONDON,: [741, 1032, 785, 1042]
news-paragraph: We have made arrangements to receive the result of the Thornton election to-day by a special telegram at 7 p.m. The result will be communicated to the residents of the town, as the telegram will be posted at Messrs Falk's and other respective establishments in Queen street.: [424, 624, 551, 698]
dateline: DUNEDIN, This day.: [760, 543, 827, 553]
ad-waterproof: Superior Waterproof Coats, AT RAPP AND HARE'S.: [292, 617, 408, 634]
ad-new: NEW SEASON'S: [174, 510, 250, 522]
section-title: "AGE" SPECIALS.: [850, 115, 952, 158]
